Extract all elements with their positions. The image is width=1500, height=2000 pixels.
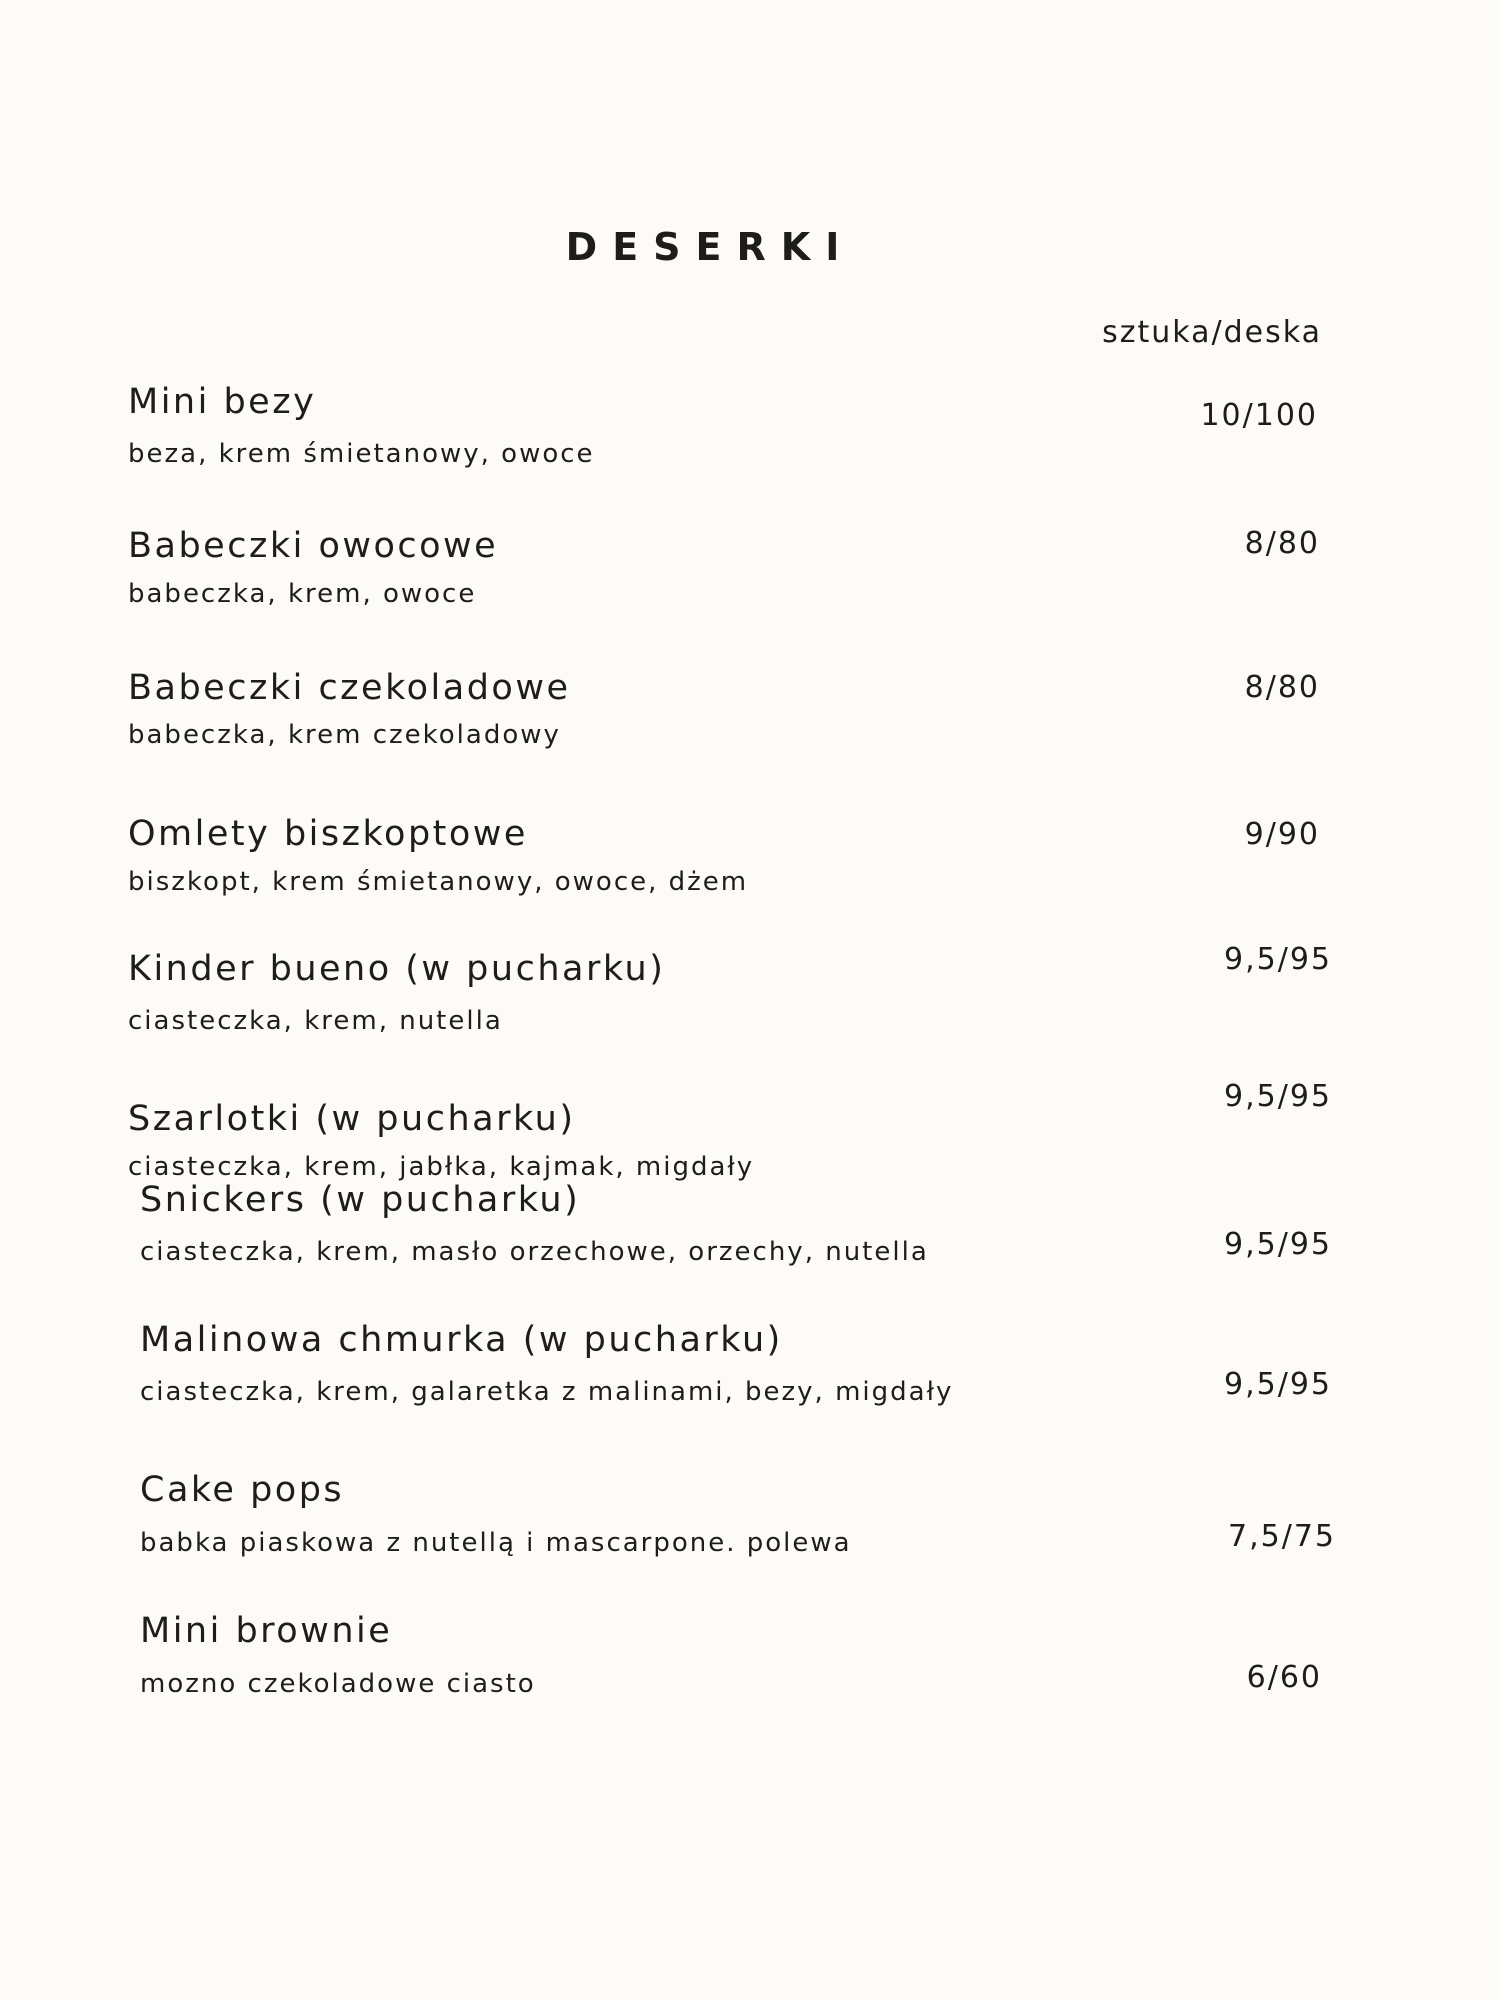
menu-item-description: mozno czekoladowe ciasto: [140, 1669, 536, 1699]
menu-item-name: Mini brownie: [140, 1611, 393, 1651]
menu-item-price: 9,5/95: [1224, 1367, 1332, 1402]
menu-item-price: 8/80: [1244, 670, 1320, 705]
menu-item-price: 7,5/75: [1228, 1519, 1336, 1554]
menu-item-description: ciasteczka, krem, nutella: [128, 1006, 503, 1036]
menu-item-price: 9,5/95: [1224, 1227, 1332, 1262]
menu-item-description: ciasteczka, krem, jabłka, kajmak, migdały: [128, 1152, 755, 1182]
menu-item-price: 9,5/95: [1224, 1079, 1332, 1114]
menu-item-price: 6/60: [1246, 1660, 1322, 1695]
menu-item-price: 10/100: [1200, 398, 1318, 433]
menu-item-name: Omlety biszkoptowe: [128, 814, 528, 854]
menu-item-description: ciasteczka, krem, masło orzechowe, orzechy, nutella: [140, 1237, 929, 1267]
menu-item-description: beza, krem śmietanowy, owoce: [128, 439, 595, 469]
menu-item-name: Snickers (w pucharku): [140, 1180, 581, 1220]
menu-item-price: 9,5/95: [1224, 942, 1332, 977]
menu-item-price: 8/80: [1244, 526, 1320, 561]
menu-item-price: 9/90: [1244, 817, 1320, 852]
menu-item-name: Babeczki czekoladowe: [128, 668, 571, 708]
price-column-header: sztuka/deska: [1102, 315, 1322, 350]
menu-item-name: Mini bezy: [128, 382, 317, 422]
menu-item-description: babka piaskowa z nutellą i mascarpone. polewa: [140, 1528, 852, 1558]
menu-item-description: biszkopt, krem śmietanowy, owoce, dżem: [128, 867, 749, 897]
menu-item-name: Cake pops: [140, 1470, 345, 1510]
menu-title: DESERKI: [565, 225, 855, 269]
menu-item-name: Szarlotki (w pucharku): [128, 1099, 576, 1139]
menu-item-name: Babeczki owocowe: [128, 526, 499, 566]
menu-item-description: babeczka, krem, owoce: [128, 579, 477, 609]
menu-item-description: babeczka, krem czekoladowy: [128, 720, 561, 750]
menu-item-description: ciasteczka, krem, galaretka z malinami, bezy, migdały: [140, 1377, 954, 1407]
menu-item-name: Kinder bueno (w pucharku): [128, 949, 666, 989]
menu-item-name: Malinowa chmurka (w pucharku): [140, 1320, 783, 1360]
